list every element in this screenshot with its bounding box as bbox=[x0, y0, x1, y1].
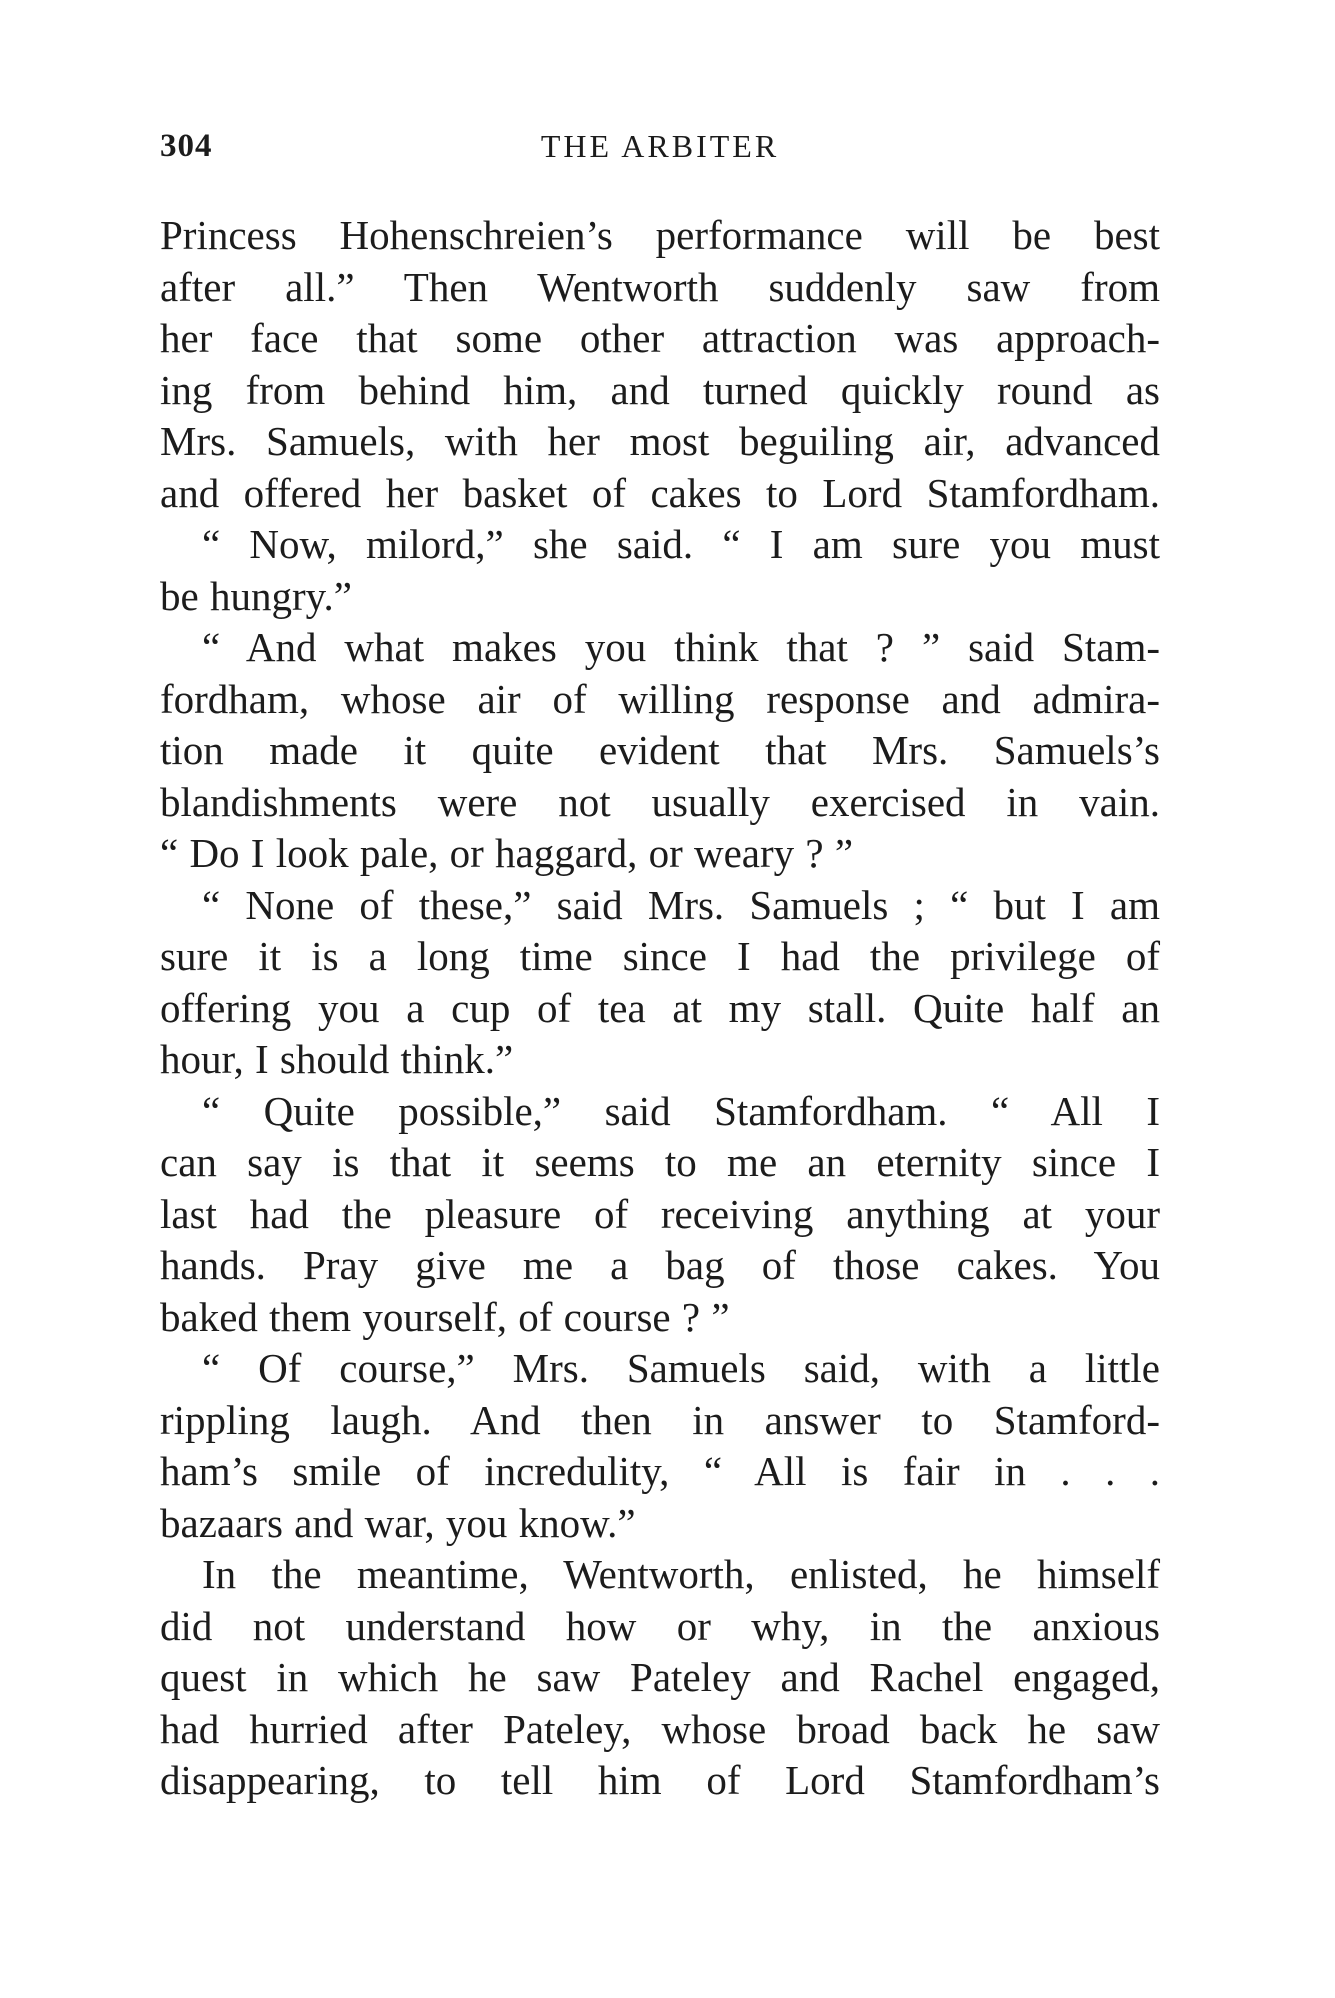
text-line: hour, I should think.” bbox=[160, 1036, 514, 1082]
text-line: did not understand how or why, in the anxious bbox=[160, 1602, 1160, 1649]
text-line: “ And what makes you think that ? ” said Stam- bbox=[202, 624, 1160, 670]
text-line: disappearing, to tell him of Lord Stamfordham’s bbox=[160, 1757, 1160, 1803]
running-head bbox=[160, 128, 1160, 178]
text-line: “ Now, milord,” she said. “ I am sure you must bbox=[202, 521, 1160, 567]
paragraph bbox=[160, 622, 1160, 880]
text-line: hands. Pray give me a bag of those cakes. You bbox=[160, 1242, 1160, 1288]
text-line: after all.” Then Wentworth suddenly saw from bbox=[160, 263, 1160, 310]
text-line: blandishments were not usually exercised in vain. bbox=[160, 778, 1160, 825]
text-line: ham’s smile of incredulity, “ All is fair in . . . bbox=[160, 1448, 1160, 1494]
body-text bbox=[160, 210, 1160, 1807]
text-line: rippling laugh. And then in answer to Stamford- bbox=[160, 1396, 1160, 1443]
text-line: bazaars and war, you know.” bbox=[160, 1499, 636, 1546]
text-line: can say is that it seems to me an eternity since I bbox=[160, 1139, 1160, 1185]
text-line: her face that some other attraction was approach- bbox=[160, 315, 1160, 361]
paragraph bbox=[160, 210, 1160, 519]
paragraph bbox=[160, 880, 1160, 1086]
text-line: baked them yourself, of course ? ” bbox=[160, 1293, 730, 1340]
text-line: offering you a cup of tea at my stall. Quite half an bbox=[160, 984, 1160, 1031]
paragraph bbox=[160, 519, 1160, 622]
text-line: be hungry.” bbox=[160, 572, 352, 619]
text-line: Mrs. Samuels, with her most beguiling air, advanced bbox=[160, 418, 1160, 464]
text-line: had hurried after Pateley, whose broad back he saw bbox=[160, 1705, 1160, 1752]
text-line: Princess Hohenschreien’s performance will be best bbox=[160, 212, 1160, 258]
text-line: and offered her basket of cakes to Lord Stamfordham. bbox=[160, 469, 1160, 516]
running-title: THE ARBITER bbox=[540, 128, 780, 164]
text-line: “ Quite possible,” said Stamfordham. “ All I bbox=[202, 1087, 1160, 1134]
paragraph bbox=[160, 1343, 1160, 1549]
text-line: “ Do I look pale, or haggard, or weary ? ” bbox=[160, 830, 854, 876]
paragraph bbox=[160, 1086, 1160, 1344]
text-line: “ None of these,” said Mrs. Samuels ; “ but I am bbox=[202, 881, 1160, 928]
text-line: ing from behind him, and turned quickly round as bbox=[160, 366, 1160, 413]
text-line: In the meantime, Wentworth, enlisted, he himself bbox=[202, 1551, 1160, 1597]
text-line: quest in which he saw Pateley and Rachel engaged, bbox=[160, 1654, 1160, 1700]
text-line: sure it is a long time since I had the privilege of bbox=[160, 933, 1160, 979]
text-line: tion made it quite evident that Mrs. Samuels’s bbox=[160, 727, 1160, 773]
text-line: “ Of course,” Mrs. Samuels said, with a little bbox=[202, 1345, 1160, 1391]
paragraph bbox=[160, 1549, 1160, 1807]
text-line: last had the pleasure of receiving anything at your bbox=[160, 1190, 1160, 1237]
page-number: 304 bbox=[160, 128, 213, 164]
text-line: fordham, whose air of willing response and admira- bbox=[160, 675, 1160, 722]
